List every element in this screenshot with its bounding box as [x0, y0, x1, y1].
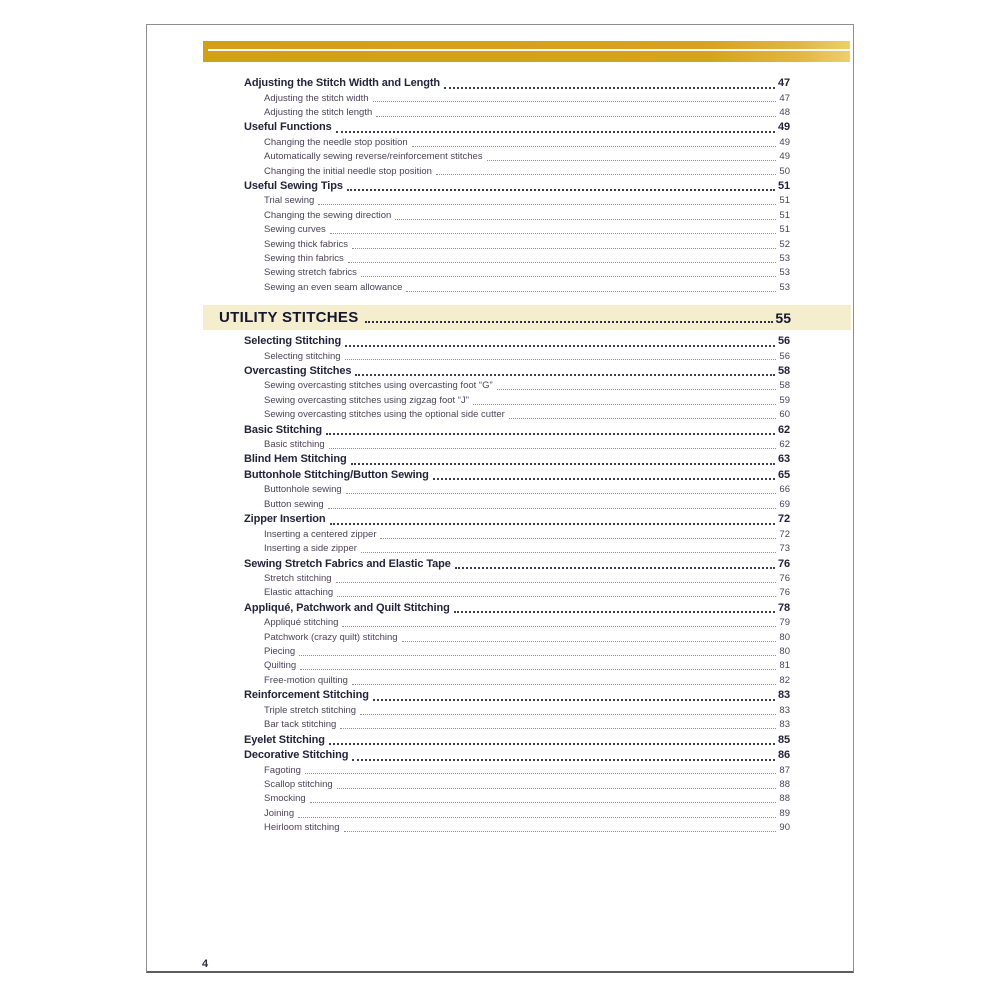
toc-entry-page: 49 — [779, 136, 790, 148]
toc-entry-page: 56 — [779, 350, 790, 362]
toc-entry — [244, 379, 790, 393]
toc-entry-page: 53 — [779, 281, 790, 293]
toc-entry — [244, 718, 790, 732]
toc-entry-page: 86 — [777, 749, 790, 762]
toc-section-top — [244, 76, 790, 295]
toc-entry-label: Reinforcement Stitching — [244, 689, 369, 702]
dotted-leader — [406, 291, 776, 292]
dotted-leader — [344, 831, 777, 832]
toc-entry-page: 82 — [779, 674, 790, 686]
dotted-leader — [444, 87, 775, 89]
toc-entry-page: 76 — [779, 573, 790, 585]
gold-header-bar — [203, 41, 850, 62]
footer-page-number: 4 — [202, 958, 209, 970]
toc-entry-page: 73 — [779, 543, 790, 555]
toc-entry — [244, 748, 790, 764]
toc-entry-label: Changing the needle stop position — [264, 136, 408, 148]
dotted-leader — [509, 418, 777, 419]
toc-entry-label: Trial sewing — [264, 195, 315, 207]
toc-entry — [244, 165, 790, 179]
toc-entry — [244, 601, 790, 617]
toc-entry-label: Inserting a centered zipper — [264, 528, 377, 540]
toc-entry-label: Sewing an even seam allowance — [264, 281, 403, 293]
toc-entry-label: Sewing thick fabrics — [264, 238, 348, 250]
toc-entry-page: 52 — [779, 238, 790, 250]
toc-entry — [244, 209, 790, 223]
toc-entry-label: Selecting Stitching — [244, 335, 342, 347]
toc-entry-page: 51 — [779, 224, 790, 236]
toc-entry-page: 85 — [777, 733, 790, 746]
dotted-leader — [402, 641, 777, 642]
toc-entry — [244, 136, 790, 150]
toc-entry — [244, 733, 790, 749]
toc-entry-label: Buttonhole sewing — [264, 484, 342, 496]
toc-entry — [244, 616, 790, 630]
dotted-leader — [329, 743, 775, 745]
dotted-leader — [328, 508, 777, 509]
toc-entry — [244, 542, 790, 556]
dotted-leader — [436, 174, 776, 175]
toc-entry-page: 79 — [779, 617, 790, 629]
toc-entry-label: Joining — [264, 807, 295, 819]
toc-entry-label: Sewing stretch fabrics — [264, 267, 357, 279]
toc-entry-label: Sewing curves — [264, 224, 326, 236]
toc-entry-page: 88 — [779, 778, 790, 790]
toc-entry-page: 47 — [777, 77, 790, 89]
toc-entry-page: 63 — [777, 453, 790, 466]
dotted-leader — [373, 699, 775, 701]
dotted-leader — [298, 817, 776, 818]
toc-entry — [244, 252, 790, 266]
toc-entry-label: Sewing overcasting stitches using overcasting foot “G” — [264, 380, 493, 392]
dotted-leader — [318, 204, 776, 205]
toc-entry-label: Sewing Stretch Fabrics and Elastic Tape — [244, 557, 451, 570]
toc-entry-label: Appliqué, Patchwork and Quilt Stitching — [244, 601, 450, 614]
dotted-leader — [330, 233, 777, 234]
toc-entry-page: 76 — [779, 587, 790, 599]
toc-entry-label: Basic stitching — [264, 439, 325, 451]
toc-entry-label: Fagoting — [264, 764, 301, 776]
toc-entry — [244, 408, 790, 422]
dotted-leader — [340, 728, 776, 729]
toc-entry — [244, 528, 790, 542]
dotted-leader — [497, 389, 777, 390]
toc-entry-page: 66 — [779, 484, 790, 496]
toc-entry — [244, 807, 790, 821]
toc-entry-page: 56 — [777, 335, 790, 347]
dotted-leader — [351, 463, 775, 465]
toc-entry-page: 88 — [779, 793, 790, 805]
toc-entry — [244, 483, 790, 497]
dotted-leader — [305, 773, 776, 774]
dotted-leader — [326, 433, 775, 435]
toc-entry-label: Smocking — [264, 793, 306, 805]
toc-entry — [244, 586, 790, 600]
toc-entry-page: 76 — [777, 557, 790, 570]
dotted-leader — [487, 160, 777, 161]
toc-entry-label: Changing the sewing direction — [264, 209, 392, 221]
toc-entry-page: 51 — [777, 179, 790, 192]
dotted-leader — [347, 189, 775, 191]
toc-entry-page: 90 — [779, 822, 790, 834]
toc-entry-label: Useful Sewing Tips — [244, 179, 343, 192]
toc-entry-label: Eyelet Stitching — [244, 733, 325, 746]
toc-entry-page: 47 — [779, 92, 790, 104]
toc-entry-label: Patchwork (crazy quilt) stitching — [264, 631, 398, 643]
dotted-leader — [365, 321, 774, 323]
toc-entry — [244, 334, 790, 350]
toc-entry — [244, 512, 790, 528]
toc-entry — [244, 120, 790, 136]
toc-entry-label: Adjusting the stitch length — [264, 106, 373, 118]
dotted-leader — [336, 582, 777, 583]
toc-entry-page: 83 — [777, 689, 790, 702]
toc-entry-page: 59 — [779, 394, 790, 406]
toc-entry-page: 72 — [777, 513, 790, 526]
toc-entry-page: 81 — [779, 660, 790, 672]
gold-bar-stripe — [208, 49, 850, 51]
dotted-leader — [412, 146, 777, 147]
dotted-leader — [299, 655, 776, 656]
toc-entry-page: 62 — [777, 423, 790, 436]
toc-entry — [244, 821, 790, 835]
dotted-leader — [330, 523, 775, 525]
toc-entry-page: 78 — [777, 601, 790, 614]
manual-page — [146, 24, 854, 973]
toc-entry-page: 80 — [779, 646, 790, 658]
dotted-leader — [342, 626, 776, 627]
toc-entry-label: Useful Functions — [244, 121, 332, 134]
toc-entry-label: Appliqué stitching — [264, 617, 339, 629]
toc-entry-label: Adjusting the Stitch Width and Length — [244, 77, 441, 89]
dotted-leader — [373, 101, 777, 102]
toc-entry-page: 49 — [779, 151, 790, 163]
toc-entry — [244, 659, 790, 673]
dotted-leader — [352, 684, 776, 685]
toc-entry-page: 72 — [779, 528, 790, 540]
toc-entry-label: Elastic attaching — [264, 587, 334, 599]
toc-entry — [244, 179, 790, 195]
toc-entry-page: 65 — [777, 468, 790, 481]
toc-entry — [244, 674, 790, 688]
toc-entry-label: Buttonhole Stitching/Button Sewing — [244, 468, 429, 481]
toc-entry-page: 60 — [779, 409, 790, 421]
toc-entry — [244, 778, 790, 792]
toc-entry-label: Automatically sewing reverse/reinforcement stitches — [264, 151, 483, 163]
toc-entry — [244, 557, 790, 573]
toc-entry-page: 69 — [779, 498, 790, 510]
toc-entry — [244, 764, 790, 778]
toc-entry-page: 89 — [779, 807, 790, 819]
toc-entry — [244, 394, 790, 408]
dotted-leader — [336, 131, 775, 133]
toc-entry-page: 49 — [777, 121, 790, 134]
dotted-leader — [348, 262, 777, 263]
toc-entry-label: Overcasting Stitches — [244, 364, 352, 377]
dotted-leader — [352, 759, 775, 761]
toc-entry-label: Blind Hem Stitching — [244, 453, 347, 466]
dotted-leader — [376, 116, 776, 117]
toc-entry-label: Sewing overcasting stitches using the optional side cutter — [264, 409, 505, 421]
toc-entry-label: Selecting stitching — [264, 350, 341, 362]
toc-entry-label: Piecing — [264, 646, 296, 658]
dotted-leader — [455, 567, 775, 569]
toc-entry — [244, 350, 790, 364]
dotted-leader — [310, 802, 777, 803]
toc-entry-page: 80 — [779, 631, 790, 643]
dotted-leader — [337, 788, 777, 789]
toc-entry — [244, 468, 790, 484]
toc-entry — [244, 194, 790, 208]
toc-entry-page: 51 — [779, 209, 790, 221]
toc-entry-label: Stretch stitching — [264, 573, 332, 585]
dotted-leader — [433, 478, 775, 480]
dotted-leader — [329, 448, 777, 449]
chapter-banner — [203, 305, 851, 330]
toc-entry-label: Sewing thin fabrics — [264, 253, 344, 265]
toc-entry — [244, 281, 790, 295]
toc-entry-label: Sewing overcasting stitches using zigzag foot “J” — [264, 394, 469, 406]
dotted-leader — [300, 669, 776, 670]
dotted-leader — [345, 359, 777, 360]
toc-entry-label: Heirloom stitching — [264, 822, 340, 834]
dotted-leader — [355, 374, 775, 376]
toc-entry-label: Triple stretch stitching — [264, 704, 357, 716]
toc-entry-label: Quilting — [264, 660, 297, 672]
toc-entry-label: Scallop stitching — [264, 778, 333, 790]
toc-entry — [244, 92, 790, 106]
dotted-leader — [345, 345, 775, 347]
toc-entry-label: Changing the initial needle stop position — [264, 165, 432, 177]
dotted-leader — [360, 714, 776, 715]
toc-entry — [244, 704, 790, 718]
toc-entry — [244, 572, 790, 586]
toc-entry — [244, 266, 790, 280]
dotted-leader — [395, 219, 776, 220]
toc-entry — [244, 76, 790, 92]
toc-entry-label: Inserting a side zipper — [264, 543, 357, 555]
toc-entry — [244, 631, 790, 645]
toc-entry — [244, 498, 790, 512]
toc-entry — [244, 423, 790, 439]
toc-entry-page: 51 — [779, 195, 790, 207]
toc-entry — [244, 452, 790, 468]
toc-entry-page: 83 — [779, 719, 790, 731]
toc-entry — [244, 688, 790, 704]
toc-entry-label: Zipper Insertion — [244, 513, 326, 526]
toc-entry — [244, 364, 790, 380]
toc-entry-page: 48 — [779, 106, 790, 118]
toc-entry — [244, 223, 790, 237]
dotted-leader — [473, 404, 777, 405]
dotted-leader — [346, 493, 777, 494]
toc-entry — [244, 106, 790, 120]
dotted-leader — [337, 596, 776, 597]
dotted-leader — [454, 611, 775, 613]
toc-entry-page: 83 — [779, 704, 790, 716]
dotted-leader — [361, 552, 776, 553]
toc-entry — [244, 792, 790, 806]
chapter-banner-label: UTILITY STITCHES — [219, 309, 359, 326]
toc-entry — [244, 645, 790, 659]
toc-entry-label: Free-motion quilting — [264, 674, 348, 686]
toc-entry — [244, 150, 790, 164]
toc-entry-label: Button sewing — [264, 498, 324, 510]
chapter-banner-page: 55 — [775, 309, 791, 326]
toc-entry-label: Decorative Stitching — [244, 749, 349, 762]
toc-entry-page: 53 — [779, 253, 790, 265]
toc-entry-page: 58 — [777, 364, 790, 377]
toc-entry-page: 58 — [779, 380, 790, 392]
toc-entry-page: 62 — [779, 439, 790, 451]
toc-entry — [244, 438, 790, 452]
toc-entry-page: 53 — [779, 267, 790, 279]
toc-section-utility — [244, 334, 790, 835]
dotted-leader — [380, 538, 776, 539]
toc-entry-label: Bar tack stitching — [264, 719, 337, 731]
toc-entry-page: 87 — [779, 764, 790, 776]
toc-entry-label: Basic Stitching — [244, 423, 322, 436]
dotted-leader — [352, 248, 776, 249]
toc-entry-page: 50 — [779, 165, 790, 177]
toc-entry-label: Adjusting the stitch width — [264, 92, 369, 104]
toc-entry — [244, 238, 790, 252]
dotted-leader — [361, 276, 776, 277]
